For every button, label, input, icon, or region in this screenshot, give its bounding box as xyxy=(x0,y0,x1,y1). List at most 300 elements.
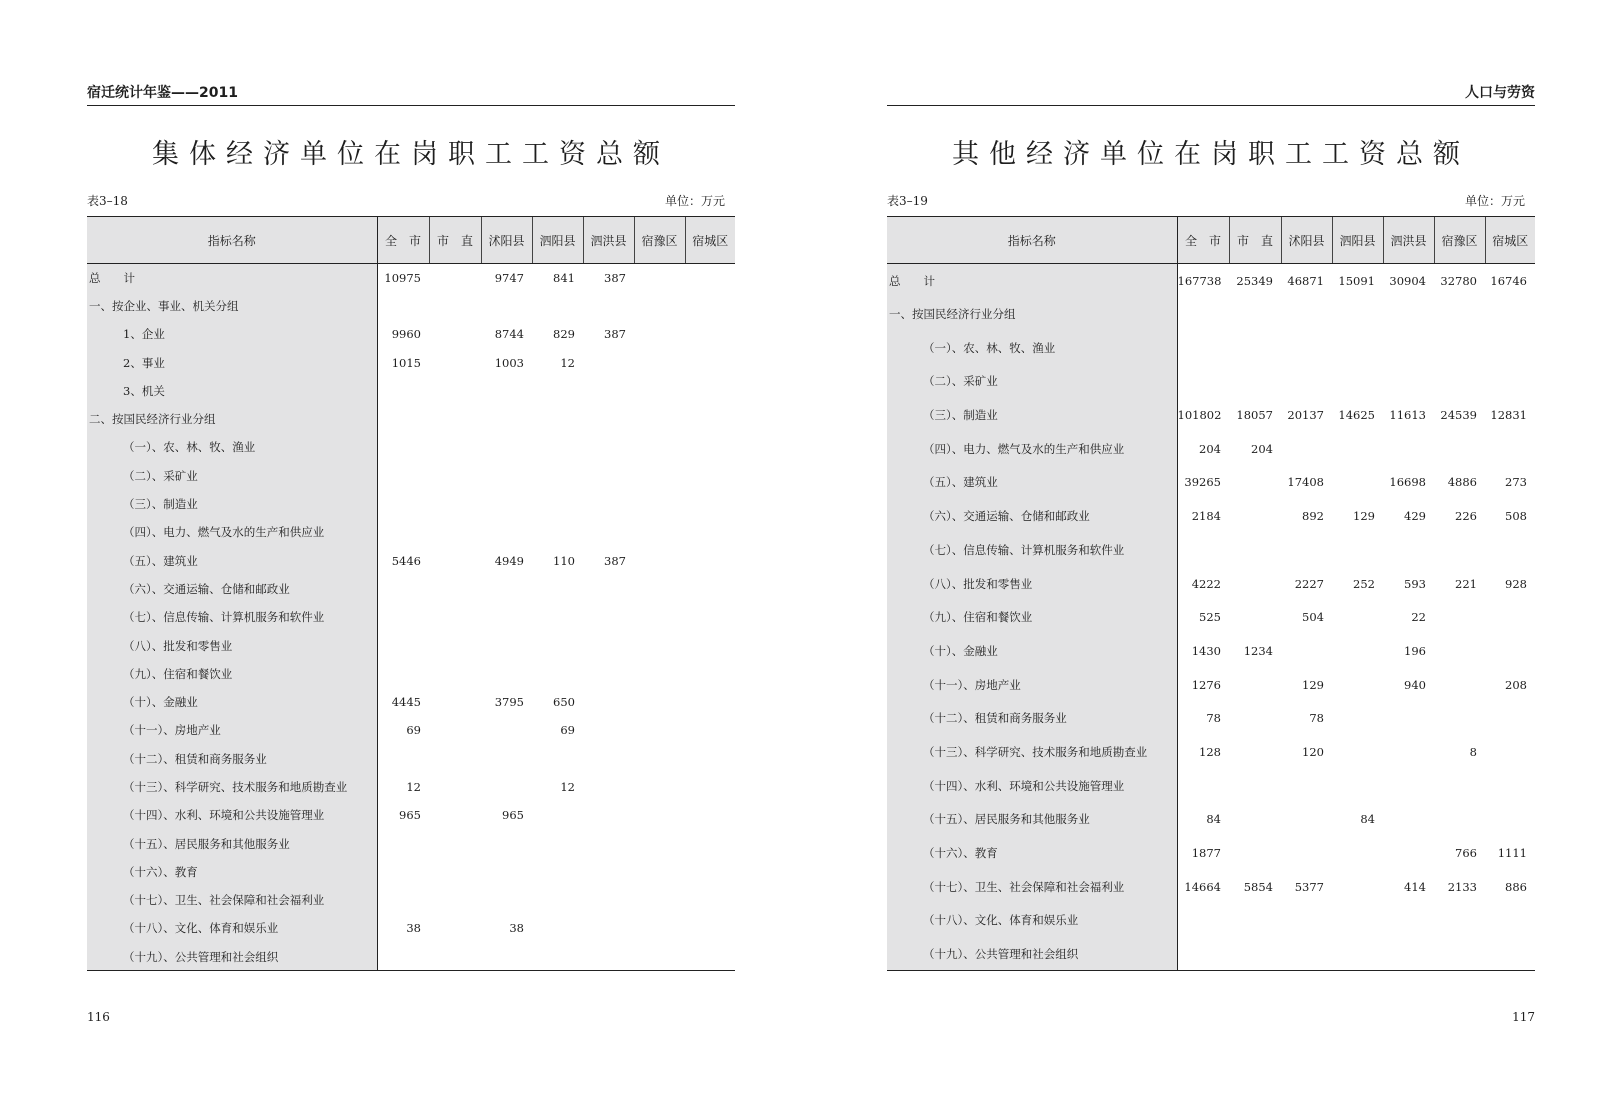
value-cell xyxy=(532,943,583,971)
value-cell xyxy=(685,943,735,971)
value-cell xyxy=(634,688,685,716)
value-cell xyxy=(1281,331,1332,365)
value-cell xyxy=(1332,668,1383,702)
value-cell xyxy=(429,518,481,546)
value-cell xyxy=(1383,533,1434,567)
value-cell xyxy=(532,858,583,886)
value-cell: 221 xyxy=(1455,576,1477,591)
value-cell xyxy=(583,886,634,914)
value-cell xyxy=(634,348,685,376)
value-cell xyxy=(1383,803,1434,837)
value-cell xyxy=(377,660,429,688)
value-cell xyxy=(1229,533,1281,567)
value-cell xyxy=(429,433,481,461)
value-cell: 4222 xyxy=(1191,576,1221,591)
value-cell xyxy=(481,405,532,433)
column-header: 泗洪县 xyxy=(1383,217,1434,264)
value-cell xyxy=(1485,331,1535,365)
table-row xyxy=(87,773,735,801)
value-cell xyxy=(1332,634,1383,668)
value-cell xyxy=(685,405,735,433)
value-cell: 252 xyxy=(1353,576,1375,591)
value-cell: 5377 xyxy=(1294,879,1324,894)
value-cell xyxy=(481,886,532,914)
value-cell xyxy=(532,377,583,405)
value-cell xyxy=(377,462,429,490)
value-cell xyxy=(532,405,583,433)
value-cell xyxy=(377,490,429,518)
value-cell xyxy=(685,660,735,688)
value-cell: 78 xyxy=(1309,711,1324,726)
column-header: 宿豫区 xyxy=(1434,217,1485,264)
value-cell xyxy=(1177,937,1229,971)
value-cell xyxy=(634,660,685,688)
value-cell: 16698 xyxy=(1389,475,1426,490)
value-cell xyxy=(377,858,429,886)
value-cell xyxy=(634,490,685,518)
value-cell xyxy=(481,603,532,631)
value-cell xyxy=(583,801,634,829)
value-cell xyxy=(685,858,735,886)
table-row xyxy=(887,870,1535,904)
table-row xyxy=(887,264,1535,298)
value-cell xyxy=(583,405,634,433)
value-cell: 69 xyxy=(406,723,421,738)
value-cell: 20137 xyxy=(1287,408,1324,423)
value-cell xyxy=(481,631,532,659)
value-cell xyxy=(1383,331,1434,365)
data-table-wrapper xyxy=(887,216,1535,971)
value-cell: 38 xyxy=(406,921,421,936)
unit-label: 单位：万元 xyxy=(1464,194,1525,208)
table-row xyxy=(887,735,1535,769)
value-cell xyxy=(1485,297,1535,331)
value-cell: 17408 xyxy=(1287,475,1324,490)
value-cell: 504 xyxy=(1302,610,1324,625)
running-head-text: 人口与劳资 xyxy=(1465,85,1535,101)
value-cell xyxy=(685,631,735,659)
value-cell xyxy=(377,292,429,320)
value-cell xyxy=(634,716,685,744)
value-cell xyxy=(634,858,685,886)
value-cell xyxy=(532,462,583,490)
value-cell xyxy=(377,943,429,971)
table-row xyxy=(87,462,735,490)
value-cell: 1015 xyxy=(391,355,421,370)
table-row xyxy=(887,836,1535,870)
value-cell xyxy=(429,348,481,376)
value-cell xyxy=(532,603,583,631)
row-label: （三）、制造业 xyxy=(87,490,377,518)
row-label: （八）、批发和零售业 xyxy=(87,631,377,659)
value-cell xyxy=(583,745,634,773)
value-cell xyxy=(634,546,685,574)
value-cell xyxy=(1177,365,1229,399)
value-cell xyxy=(1434,533,1485,567)
row-label: （七）、信息传输、计算机服务和软件业 xyxy=(87,603,377,631)
value-cell: 273 xyxy=(1505,475,1527,490)
row-label: （十四）、水利、环境和公共设施管理业 xyxy=(87,801,377,829)
value-cell xyxy=(1383,836,1434,870)
table-row xyxy=(87,433,735,461)
value-cell xyxy=(481,490,532,518)
value-cell xyxy=(1229,769,1281,803)
value-cell xyxy=(685,716,735,744)
value-cell: 1111 xyxy=(1497,846,1527,861)
value-cell xyxy=(583,490,634,518)
row-label: （二）、采矿业 xyxy=(87,462,377,490)
value-cell: 11613 xyxy=(1389,408,1426,423)
value-cell xyxy=(583,348,634,376)
value-cell xyxy=(1485,937,1535,971)
column-header: 全 市 xyxy=(377,217,429,264)
left-page xyxy=(87,0,735,1099)
value-cell xyxy=(583,518,634,546)
value-cell xyxy=(685,773,735,801)
value-cell xyxy=(634,773,685,801)
value-cell xyxy=(685,377,735,405)
value-cell: 766 xyxy=(1455,846,1477,861)
value-cell xyxy=(634,914,685,942)
value-cell xyxy=(1485,803,1535,837)
value-cell xyxy=(1332,297,1383,331)
value-cell xyxy=(634,292,685,320)
value-cell xyxy=(583,914,634,942)
value-cell: 32780 xyxy=(1440,273,1477,288)
value-cell: 12 xyxy=(560,355,575,370)
value-cell xyxy=(429,405,481,433)
value-cell: 204 xyxy=(1251,441,1273,456)
value-cell xyxy=(377,518,429,546)
value-cell xyxy=(685,801,735,829)
value-cell xyxy=(1229,735,1281,769)
column-header: 沭阳县 xyxy=(481,217,532,264)
value-cell xyxy=(377,631,429,659)
row-label: （十九）、公共管理和社会组织 xyxy=(87,943,377,971)
value-cell xyxy=(1229,365,1281,399)
value-cell xyxy=(583,716,634,744)
value-cell xyxy=(685,518,735,546)
value-cell: 14625 xyxy=(1338,408,1375,423)
value-cell xyxy=(1281,432,1332,466)
value-cell: 129 xyxy=(1353,509,1375,524)
value-cell xyxy=(634,631,685,659)
value-cell xyxy=(1229,600,1281,634)
value-cell: 101802 xyxy=(1177,408,1222,423)
table-row xyxy=(887,499,1535,533)
value-cell xyxy=(532,631,583,659)
value-cell xyxy=(429,462,481,490)
value-cell: 84 xyxy=(1360,812,1375,827)
page-number: 116 xyxy=(87,1010,110,1024)
value-cell xyxy=(1332,331,1383,365)
table-row xyxy=(887,701,1535,735)
value-cell xyxy=(1485,600,1535,634)
row-label: （十三）、科学研究、技术服务和地质勘查业 xyxy=(887,735,1177,769)
value-cell xyxy=(481,716,532,744)
value-cell: 69 xyxy=(560,723,575,738)
column-header: 市 直 xyxy=(1229,217,1281,264)
row-label: （六）、交通运输、仓储和邮政业 xyxy=(887,499,1177,533)
value-cell xyxy=(377,886,429,914)
value-cell xyxy=(481,773,532,801)
table-row xyxy=(87,603,735,631)
table-title: 集体经济单位在岗职工工资总额 xyxy=(152,139,670,170)
value-cell: 46871 xyxy=(1287,273,1324,288)
value-cell xyxy=(429,292,481,320)
running-head xyxy=(887,83,1535,106)
value-cell xyxy=(532,433,583,461)
row-label: 总 计 xyxy=(887,264,1177,298)
table-header-row xyxy=(887,217,1535,264)
value-cell: 10975 xyxy=(384,270,421,285)
value-cell xyxy=(1332,466,1383,500)
value-cell: 110 xyxy=(553,553,575,568)
value-cell xyxy=(685,490,735,518)
value-cell xyxy=(1332,870,1383,904)
table-meta xyxy=(87,192,735,208)
value-cell xyxy=(685,546,735,574)
value-cell xyxy=(1229,701,1281,735)
value-cell xyxy=(532,490,583,518)
value-cell: 38 xyxy=(509,921,524,936)
row-label: （九）、住宿和餐饮业 xyxy=(87,660,377,688)
row-label: （十五）、居民服务和其他服务业 xyxy=(87,829,377,857)
table-row xyxy=(87,518,735,546)
value-cell: 24539 xyxy=(1440,408,1477,423)
value-cell: 1877 xyxy=(1191,846,1221,861)
value-cell xyxy=(685,320,735,348)
value-cell xyxy=(377,829,429,857)
value-cell: 4445 xyxy=(391,695,421,710)
table-row xyxy=(87,405,735,433)
value-cell xyxy=(1332,769,1383,803)
table-row xyxy=(87,745,735,773)
column-header: 沭阳县 xyxy=(1281,217,1332,264)
value-cell xyxy=(429,320,481,348)
value-cell xyxy=(1332,365,1383,399)
row-label: （一）、农、林、牧、渔业 xyxy=(87,433,377,461)
value-cell xyxy=(1434,668,1485,702)
table-header-row xyxy=(87,217,735,264)
row-label: （一）、农、林、牧、渔业 xyxy=(887,331,1177,365)
value-cell: 208 xyxy=(1505,677,1527,692)
value-cell xyxy=(429,688,481,716)
value-cell xyxy=(1332,735,1383,769)
value-cell xyxy=(1281,634,1332,668)
value-cell xyxy=(429,829,481,857)
value-cell: 1430 xyxy=(1191,643,1221,658)
value-cell xyxy=(1332,533,1383,567)
column-header: 市 直 xyxy=(429,217,481,264)
value-cell: 940 xyxy=(1404,677,1426,692)
value-cell: 1276 xyxy=(1191,677,1221,692)
right-page xyxy=(887,0,1535,1099)
value-cell xyxy=(429,858,481,886)
value-cell: 196 xyxy=(1404,643,1426,658)
value-cell: 78 xyxy=(1206,711,1221,726)
value-cell xyxy=(583,943,634,971)
value-cell xyxy=(1434,331,1485,365)
value-cell xyxy=(429,264,481,292)
table-row xyxy=(87,575,735,603)
value-cell: 387 xyxy=(604,327,626,342)
value-cell xyxy=(1485,533,1535,567)
value-cell: 965 xyxy=(502,808,524,823)
value-cell xyxy=(1485,701,1535,735)
value-cell xyxy=(1177,769,1229,803)
row-label: 2、事业 xyxy=(87,348,377,376)
value-cell: 12 xyxy=(560,779,575,794)
value-cell xyxy=(1434,769,1485,803)
value-cell xyxy=(1383,769,1434,803)
row-label: （五）、建筑业 xyxy=(887,466,1177,500)
value-cell xyxy=(1485,432,1535,466)
column-header: 指标名称 xyxy=(87,217,377,264)
table-row xyxy=(87,264,735,292)
row-label: （四）、电力、燃气及水的生产和供应业 xyxy=(887,432,1177,466)
table-row xyxy=(887,432,1535,466)
value-cell: 9747 xyxy=(494,270,524,285)
value-cell xyxy=(634,320,685,348)
value-cell xyxy=(634,377,685,405)
value-cell: 128 xyxy=(1199,744,1221,759)
value-cell xyxy=(685,914,735,942)
value-cell xyxy=(377,603,429,631)
value-cell: 22 xyxy=(1411,610,1426,625)
value-cell: 829 xyxy=(553,327,575,342)
value-cell xyxy=(532,292,583,320)
row-label: （三）、制造业 xyxy=(887,398,1177,432)
value-cell xyxy=(1229,331,1281,365)
value-cell: 2184 xyxy=(1191,509,1221,524)
value-cell xyxy=(583,858,634,886)
value-cell: 12831 xyxy=(1490,408,1527,423)
value-cell xyxy=(685,348,735,376)
value-cell xyxy=(481,292,532,320)
table-row xyxy=(87,716,735,744)
column-header: 全 市 xyxy=(1177,217,1229,264)
row-label: 3、机关 xyxy=(87,377,377,405)
value-cell: 15091 xyxy=(1338,273,1375,288)
value-cell: 25349 xyxy=(1236,273,1273,288)
column-header: 宿城区 xyxy=(1485,217,1535,264)
value-cell xyxy=(685,886,735,914)
value-cell xyxy=(1177,331,1229,365)
value-cell xyxy=(377,745,429,773)
data-table xyxy=(887,216,1535,971)
table-row xyxy=(87,688,735,716)
value-cell xyxy=(1177,297,1229,331)
value-cell xyxy=(532,801,583,829)
table-row xyxy=(887,331,1535,365)
value-cell xyxy=(1383,735,1434,769)
value-cell xyxy=(481,745,532,773)
value-cell xyxy=(685,264,735,292)
value-cell xyxy=(685,745,735,773)
value-cell xyxy=(429,546,481,574)
value-cell xyxy=(583,377,634,405)
value-cell xyxy=(532,829,583,857)
value-cell: 429 xyxy=(1404,509,1426,524)
value-cell xyxy=(532,518,583,546)
value-cell xyxy=(1383,701,1434,735)
row-label: （六）、交通运输、仓储和邮政业 xyxy=(87,575,377,603)
table-row xyxy=(87,886,735,914)
value-cell xyxy=(634,801,685,829)
value-cell xyxy=(1229,297,1281,331)
row-label: 二、按国民经济行业分组 xyxy=(87,405,377,433)
value-cell xyxy=(481,433,532,461)
row-label: （二）、采矿业 xyxy=(887,365,1177,399)
row-label: （七）、信息传输、计算机服务和软件业 xyxy=(887,533,1177,567)
value-cell: 1234 xyxy=(1243,643,1273,658)
value-cell: 39265 xyxy=(1184,475,1221,490)
value-cell xyxy=(634,745,685,773)
value-cell xyxy=(1281,904,1332,938)
value-cell xyxy=(1281,803,1332,837)
row-label: （十二）、租赁和商务服务业 xyxy=(887,701,1177,735)
value-cell xyxy=(1229,567,1281,601)
row-label: （五）、建筑业 xyxy=(87,546,377,574)
row-label: （十七）、卫生、社会保障和社会福利业 xyxy=(87,886,377,914)
row-label: （十六）、教育 xyxy=(887,836,1177,870)
row-label: （十一）、房地产业 xyxy=(87,716,377,744)
table-row xyxy=(887,668,1535,702)
value-cell xyxy=(583,603,634,631)
value-cell xyxy=(583,631,634,659)
value-cell xyxy=(429,603,481,631)
table-row xyxy=(87,660,735,688)
value-cell: 928 xyxy=(1505,576,1527,591)
value-cell xyxy=(1434,937,1485,971)
value-cell xyxy=(429,745,481,773)
value-cell: 525 xyxy=(1199,610,1221,625)
value-cell: 965 xyxy=(399,808,421,823)
value-cell xyxy=(1177,904,1229,938)
value-cell xyxy=(1434,701,1485,735)
value-cell xyxy=(1281,836,1332,870)
value-cell xyxy=(1332,701,1383,735)
value-cell: 2133 xyxy=(1447,879,1477,894)
row-label: （十二）、租赁和商务服务业 xyxy=(87,745,377,773)
value-cell xyxy=(634,943,685,971)
value-cell xyxy=(429,773,481,801)
table-row xyxy=(87,546,735,574)
table-row xyxy=(887,937,1535,971)
value-cell: 8 xyxy=(1469,744,1477,759)
value-cell xyxy=(481,943,532,971)
value-cell xyxy=(685,575,735,603)
table-row xyxy=(87,348,735,376)
value-cell xyxy=(1229,803,1281,837)
row-label: （十）、金融业 xyxy=(87,688,377,716)
table-row xyxy=(887,466,1535,500)
row-label: （四）、电力、燃气及水的生产和供应业 xyxy=(87,518,377,546)
value-cell xyxy=(685,688,735,716)
value-cell: 18057 xyxy=(1236,408,1273,423)
value-cell xyxy=(1332,937,1383,971)
value-cell xyxy=(685,603,735,631)
table-number: 表3–18 xyxy=(87,194,128,208)
value-cell xyxy=(1383,904,1434,938)
value-cell: 12 xyxy=(406,779,421,794)
table-row xyxy=(887,398,1535,432)
row-label: 一、按企业、事业、机关分组 xyxy=(87,292,377,320)
value-cell xyxy=(583,829,634,857)
page-number: 117 xyxy=(1512,1010,1535,1024)
row-label: （十九）、公共管理和社会组织 xyxy=(887,937,1177,971)
